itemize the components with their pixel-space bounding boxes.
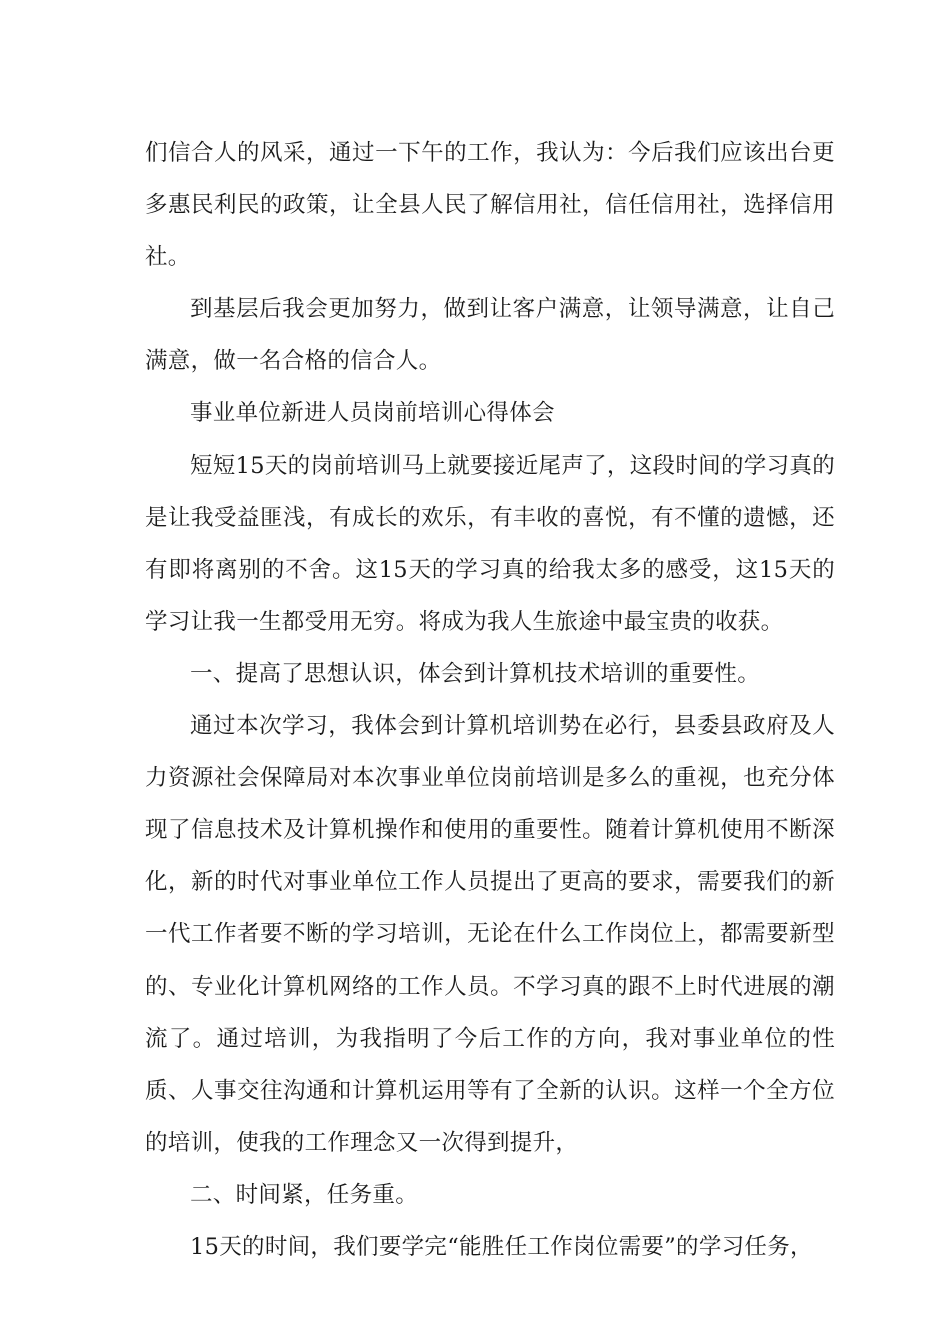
paragraph-continuation: 们信合人的风采，通过一下午的工作，我认为：今后我们应该出台更多惠民利民的政策，让全县人民了解信用社，信任信用社，选择信用社。: [145, 140, 835, 271]
paragraph-intro: 短短15天的岗前培训马上就要接近尾声了，这段时间的学习真的是让我受益匪浅，有成长的欢乐，有丰收的喜悦，有不懂的遗憾，还有即将离别的不舍。这15天的学习真的给我太多的感受，这15天的学习让我一生都受用无穷。将成为我人生旅途中最宝贵的收获。: [145, 452, 835, 635]
section-heading-one: 一、提高了思想认识，体会到计算机技术培训的重要性。: [190, 660, 761, 687]
section-heading-title: 事业单位新进人员岗前培训心得体会: [190, 400, 555, 427]
section-heading-two: 二、时间紧，任务重。: [190, 1181, 419, 1208]
paragraph-section-two: 15天的时间，我们要学完“能胜任工作岗位需要”的学习任务，: [190, 1233, 813, 1260]
paragraph-commitment: 到基层后我会更加努力，做到让客户满意，让领导满意，让自己满意，做一名合格的信合人。: [145, 296, 835, 375]
document-body: [145, 127, 835, 1273]
paragraph-section-one: 通过本次学习，我体会到计算机培训势在必行，县委县政府及人力资源社会保障局对本次事业单位岗前培训是多么的重视，也充分体现了信息技术及计算机操作和使用的重要性。随着计算机使用不断深化，新的时代对事业单位工作人员提出了更高的要求，需要我们的新一代工作者要不断的学习培训，无论在什么工作岗位上，都需要新型的、专业化计算机网络的工作人员。不学习真的跟不上时代进展的潮流了。通过培训，为我指明了今后工作的方向，我对事业单位的性质、人事交往沟通和计算机运用等有了全新的认识。这样一个全方位的培训，使我的工作理念又一次得到提升，: [145, 713, 835, 1156]
